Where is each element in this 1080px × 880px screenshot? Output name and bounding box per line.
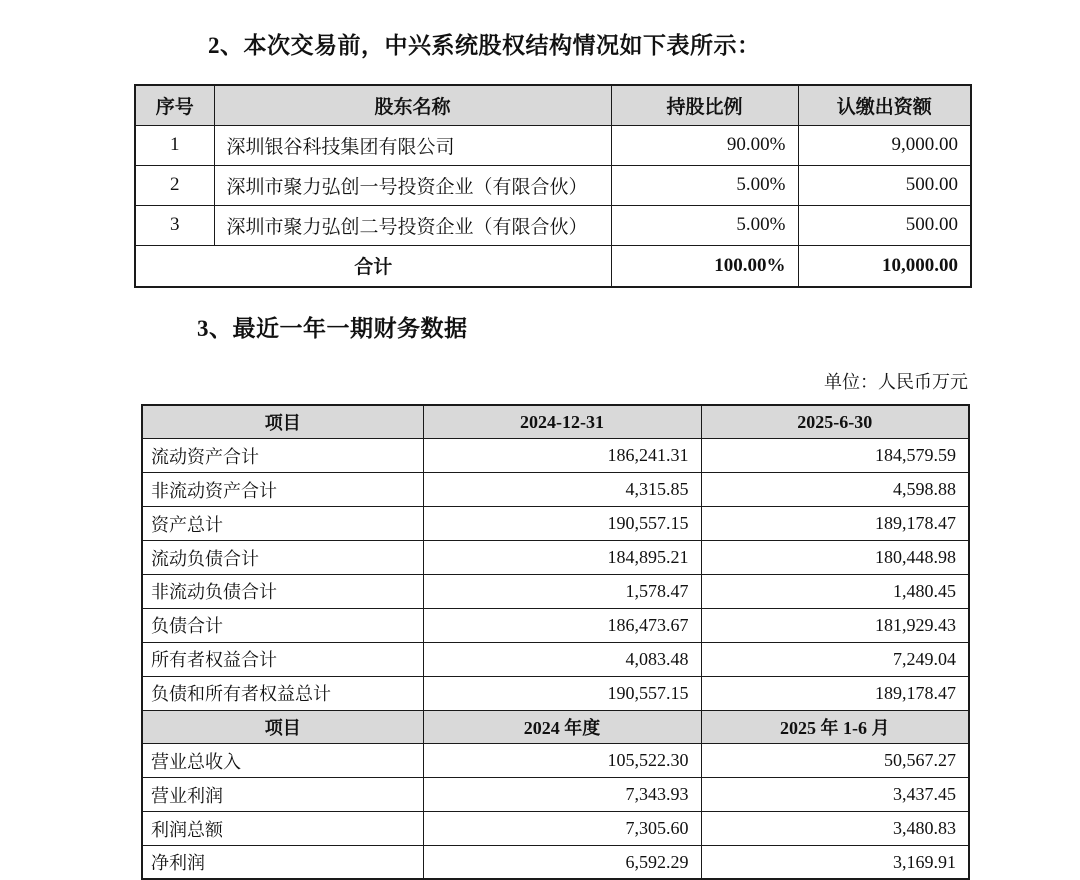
cell-no: 3 (135, 205, 214, 245)
cell-item: 负债和所有者权益总计 (142, 676, 423, 710)
cell-ratio: 5.00% (611, 205, 798, 245)
table-row (142, 812, 969, 846)
cell-value-period1: 4,083.48 (423, 642, 701, 676)
column-header-shareholder-name: 股东名称 (214, 85, 611, 125)
column-header-2025-h1: 2025 年 1-6 月 (701, 710, 969, 744)
total-capital: 10,000.00 (798, 245, 971, 287)
balance-header-row (142, 405, 969, 439)
table-row (135, 205, 971, 245)
cell-value-period1: 1,578.47 (423, 574, 701, 608)
cell-item: 非流动负债合计 (142, 574, 423, 608)
total-label: 合计 (135, 245, 611, 287)
cell-value-period2: 3,437.45 (701, 778, 969, 812)
table-row (142, 507, 969, 541)
financial-table (141, 404, 970, 880)
cell-value-period2: 189,178.47 (701, 507, 969, 541)
cell-ratio: 90.00% (611, 125, 798, 165)
cell-ratio: 5.00% (611, 165, 798, 205)
table-row (142, 439, 969, 473)
cell-no: 1 (135, 125, 214, 165)
cell-shareholder-name: 深圳市聚力弘创一号投资企业（有限合伙） (214, 165, 611, 205)
table-row (142, 778, 969, 812)
cell-item: 非流动资产合计 (142, 473, 423, 507)
cell-item: 营业总收入 (142, 744, 423, 778)
cell-value-period1: 7,305.60 (423, 812, 701, 846)
cell-value-period1: 184,895.21 (423, 541, 701, 575)
table-row (142, 473, 969, 507)
cell-value-period2: 50,567.27 (701, 744, 969, 778)
table-row (142, 676, 969, 710)
total-ratio: 100.00% (611, 245, 798, 287)
cell-item: 资产总计 (142, 507, 423, 541)
column-header-ratio: 持股比例 (611, 85, 798, 125)
unit-note: 单位：人民币万元 (824, 372, 968, 392)
table-row (135, 165, 971, 205)
cell-capital: 500.00 (798, 165, 971, 205)
cell-value-period2: 7,249.04 (701, 642, 969, 676)
table-row (142, 642, 969, 676)
table-row (142, 846, 969, 880)
cell-item: 净利润 (142, 846, 423, 880)
table-row (142, 541, 969, 575)
cell-item: 流动资产合计 (142, 439, 423, 473)
cell-value-period2: 189,178.47 (701, 676, 969, 710)
column-header-2024-year: 2024 年度 (423, 710, 701, 744)
cell-value-period1: 6,592.29 (423, 846, 701, 880)
cell-value-period1: 190,557.15 (423, 676, 701, 710)
cell-value-period1: 4,315.85 (423, 473, 701, 507)
cell-shareholder-name: 深圳银谷科技集团有限公司 (214, 125, 611, 165)
cell-item: 负债合计 (142, 608, 423, 642)
table-row (142, 744, 969, 778)
column-header-no: 序号 (135, 85, 214, 125)
cell-value-period1: 105,522.30 (423, 744, 701, 778)
cell-value-period1: 186,473.67 (423, 608, 701, 642)
cell-value-period2: 181,929.43 (701, 608, 969, 642)
cell-item: 营业利润 (142, 778, 423, 812)
table-row (142, 608, 969, 642)
cell-value-period2: 3,480.83 (701, 812, 969, 846)
section-3-heading: 3、最近一年一期财务数据 (197, 316, 468, 341)
column-header-item: 项目 (142, 710, 423, 744)
total-row (135, 245, 971, 287)
cell-value-period1: 190,557.15 (423, 507, 701, 541)
cell-item: 流动负债合计 (142, 541, 423, 575)
column-header-2025-6-30: 2025-6-30 (701, 405, 969, 439)
section-2-heading: 2、本次交易前，中兴系统股权结构情况如下表所示： (208, 33, 761, 58)
cell-value-period2: 1,480.45 (701, 574, 969, 608)
cell-value-period2: 3,169.91 (701, 846, 969, 880)
shareholder-table (134, 84, 972, 288)
cell-value-period2: 4,598.88 (701, 473, 969, 507)
column-header-capital: 认缴出资额 (798, 85, 971, 125)
cell-shareholder-name: 深圳市聚力弘创二号投资企业（有限合伙） (214, 205, 611, 245)
cell-value-period2: 184,579.59 (701, 439, 969, 473)
column-header-2024-12-31: 2024-12-31 (423, 405, 701, 439)
income-header-row (142, 710, 969, 744)
cell-capital: 500.00 (798, 205, 971, 245)
cell-item: 利润总额 (142, 812, 423, 846)
shareholder-header-row (135, 85, 971, 125)
cell-value-period1: 186,241.31 (423, 439, 701, 473)
cell-no: 2 (135, 165, 214, 205)
table-row (142, 574, 969, 608)
table-row (135, 125, 971, 165)
cell-item: 所有者权益合计 (142, 642, 423, 676)
column-header-item: 项目 (142, 405, 423, 439)
cell-capital: 9,000.00 (798, 125, 971, 165)
cell-value-period1: 7,343.93 (423, 778, 701, 812)
cell-value-period2: 180,448.98 (701, 541, 969, 575)
